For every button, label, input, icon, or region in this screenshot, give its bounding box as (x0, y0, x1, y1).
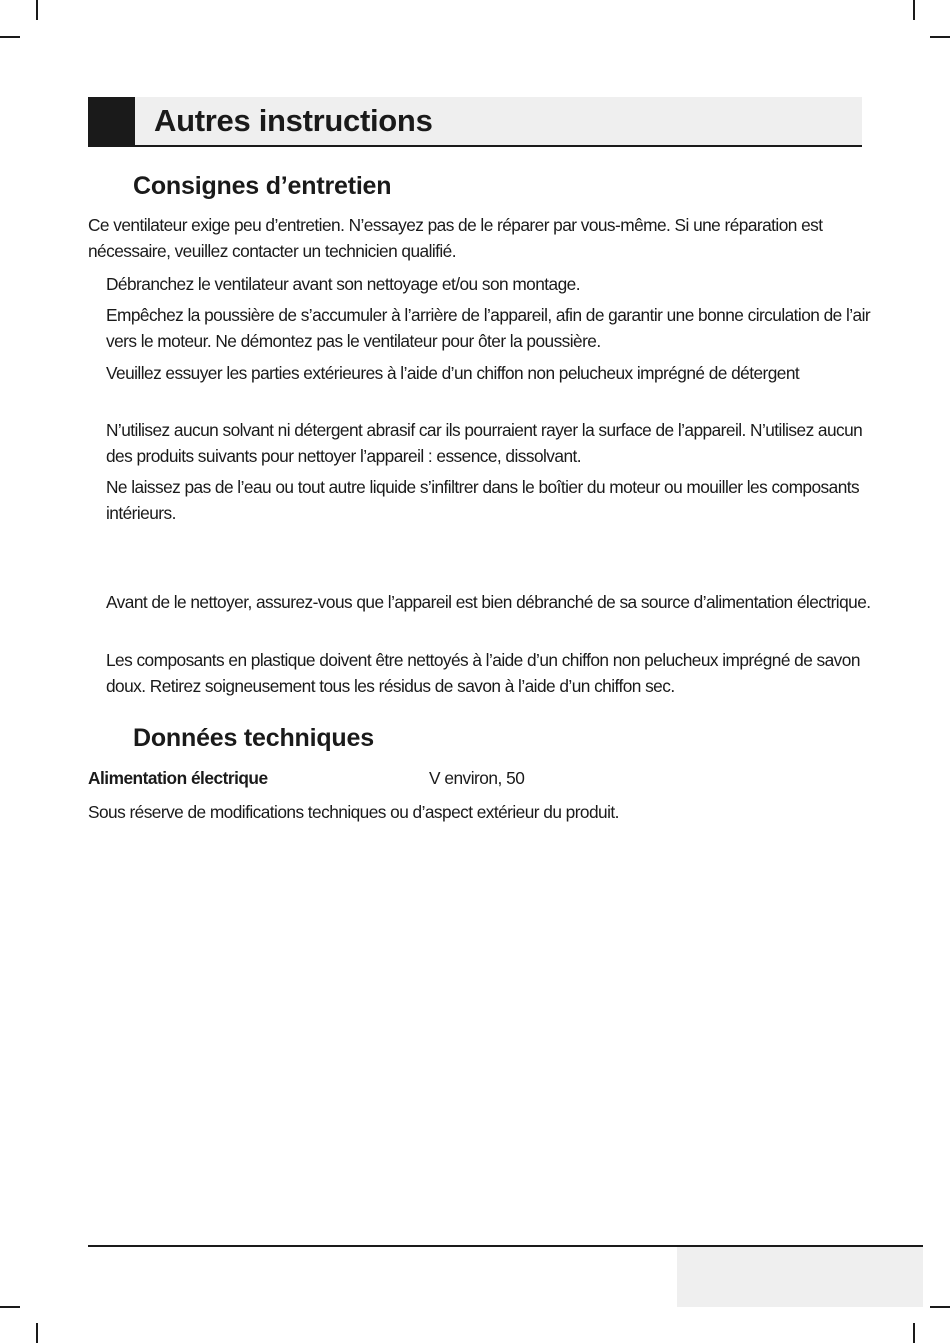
list-item: Les composants en plastique doivent être nettoyés à l’aide d’un chiffon non pelucheux imprégné de savon doux. Retirez soigneusement tous les résidus de savon à l’aide d’un chiffon sec. (106, 650, 860, 696)
section-title-technical: Données techniques (133, 724, 374, 752)
list-item: Ne laissez pas de l’eau ou tout autre liquide s’infiltrer dans le boîtier du moteur ou mouiller les composants intérieurs. (106, 477, 860, 523)
list-item: N’utilisez aucun solvant ni détergent abrasif car ils pourraient rayer la surface de l’appareil. N’utilisez aucun des produits suivants pour nettoyer l’appareil : essence, dissolvant. (106, 420, 863, 466)
crop-mark (930, 1306, 950, 1308)
page-header (88, 97, 862, 147)
spec-value-power: V environ, 50 (429, 768, 525, 788)
list-item: Empêchez la poussière de s’accumuler à l’arrière de l’appareil, afin de garantir une bonne circulation de l’air vers le moteur. Ne démontez pas le ventilateur pour ôter la poussière. (106, 305, 871, 351)
crop-mark (930, 36, 950, 38)
technical-note: Sous réserve de modifications techniques ou d’aspect extérieur du produit. (88, 802, 619, 822)
list-item: Avant de le nettoyer, assurez-vous que l’appareil est bien débranché de sa source d’alimentation électrique. (106, 592, 871, 612)
crop-mark (913, 0, 915, 20)
crop-mark (36, 1323, 38, 1343)
crop-mark (36, 0, 38, 20)
crop-mark (913, 1323, 915, 1343)
spec-label-power: Alimentation électrique (88, 768, 268, 788)
footer-box (677, 1247, 923, 1307)
page-title: Autres instructions (154, 103, 433, 138)
header-block (88, 97, 135, 145)
list-item: Débranchez le ventilateur avant son nettoyage et/ou son montage. (106, 274, 580, 294)
crop-mark (0, 36, 20, 38)
list-item: Veuillez essuyer les parties extérieures à l’aide d’un chiffon non pelucheux imprégné de détergent (106, 363, 800, 383)
crop-mark (0, 1306, 20, 1308)
section-title-maintenance: Consignes d’entretien (133, 172, 392, 200)
maintenance-intro: Ce ventilateur exige peu d’entretien. N’essayez pas de le réparer par vous-même. Si une réparation est nécessaire, veuillez contacter un technicien qualifié. (88, 215, 823, 261)
